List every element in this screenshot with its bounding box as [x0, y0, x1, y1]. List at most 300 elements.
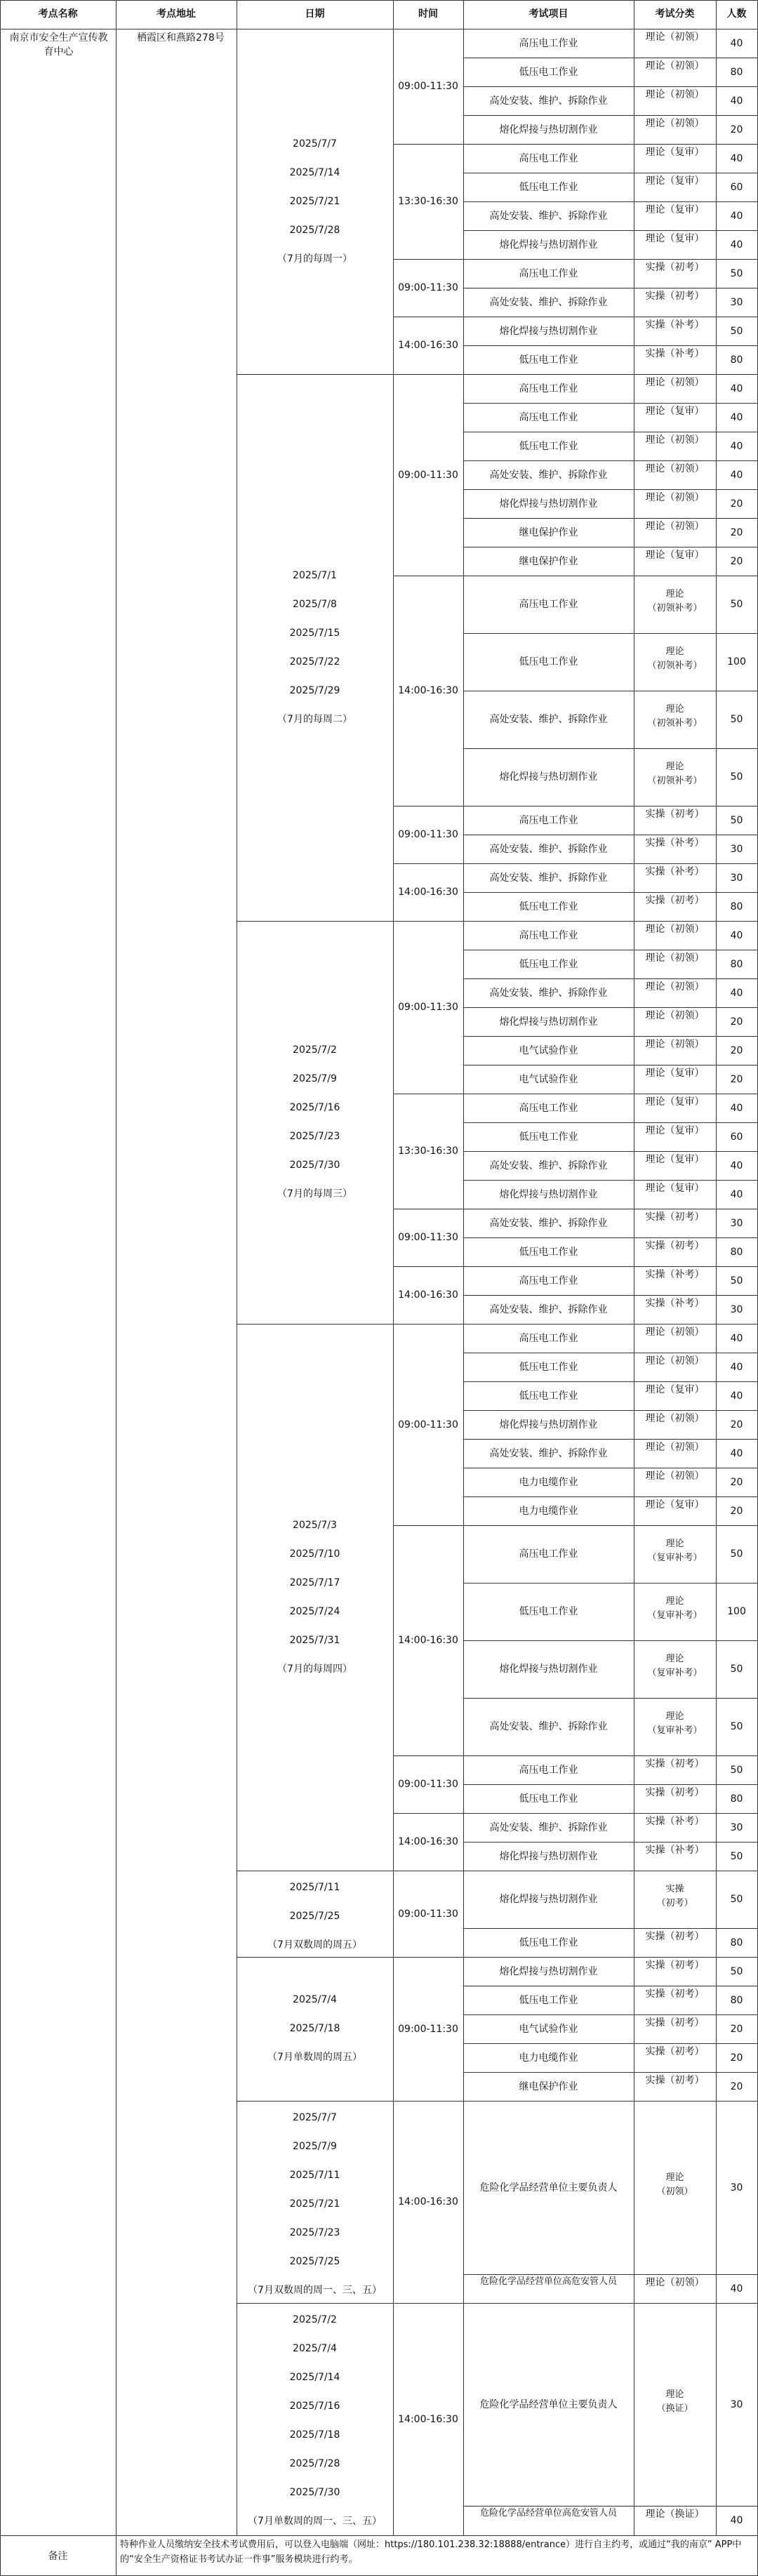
exam-item: 低压电工作业 — [519, 958, 578, 970]
exam-date: （7月单数周的周一、三、五） — [248, 2516, 382, 2527]
grid-line-h — [463, 863, 758, 864]
grid-line-h — [463, 489, 758, 490]
exam-date: 2025/7/17 — [289, 1576, 340, 1588]
grid-line-h — [463, 1583, 758, 1584]
exam-count: 40 — [730, 152, 743, 164]
exam-count: 40 — [730, 2515, 743, 2526]
exam-count: 50 — [730, 267, 743, 279]
exam-item: 熔化焊接与热切割作业 — [499, 498, 598, 510]
exam-item: 电力电缆作业 — [519, 1476, 578, 1488]
grid-line-h — [463, 921, 758, 922]
grid-line-h — [463, 2101, 758, 2102]
grid-line-h — [463, 1755, 758, 1756]
exam-item: 低压电工作业 — [519, 901, 578, 912]
exam-count: 50 — [730, 1548, 743, 1560]
grid-line-h — [463, 2043, 758, 2044]
grid-line-h — [463, 1295, 758, 1296]
exam-item: 高压电工作业 — [519, 1764, 578, 1776]
exam-item: 高处安装、维护、拆除作业 — [489, 1447, 608, 1459]
exam-count: 20 — [730, 2052, 743, 2064]
exam-item: 高压电工作业 — [519, 929, 578, 941]
exam-count: 40 — [730, 239, 743, 251]
exam-category: 实操（补考） — [645, 319, 705, 331]
exam-date: 2025/7/18 — [289, 2429, 340, 2441]
exam-count: 80 — [730, 66, 743, 78]
exam-category: 理论（初领） — [645, 1413, 705, 1424]
exam-time: 09:00-11:30 — [398, 81, 458, 92]
exam-item: 熔化焊接与热切割作业 — [499, 1419, 598, 1430]
grid-line-h — [393, 144, 464, 145]
exam-time: 09:00-11:30 — [398, 1002, 458, 1013]
exam-item: 熔化焊接与热切割作业 — [499, 1965, 598, 1977]
exam-category: 理论 （初领补考） — [647, 704, 703, 729]
exam-date: 2025/7/21 — [289, 2198, 340, 2210]
exam-time: 14:00-16:30 — [398, 1836, 458, 1847]
grid-line-h — [463, 1122, 758, 1123]
exam-category: 理论（复审） — [645, 1068, 705, 1079]
exam-category: 理论（初领） — [645, 434, 705, 446]
exam-date: （7月的每周一） — [277, 253, 352, 265]
exam-date: 2025/7/2 — [293, 1044, 337, 1056]
exam-date: 2025/7/16 — [289, 1102, 340, 1113]
exam-count: 40 — [730, 929, 743, 941]
exam-count: 100 — [727, 1606, 746, 1617]
grid-line-h — [463, 748, 758, 749]
exam-item: 高压电工作业 — [519, 1548, 578, 1560]
exam-item: 低压电工作业 — [519, 1606, 578, 1617]
exam-category: 实操（初考） — [645, 1989, 705, 2000]
exam-item: 高处安装、维护、拆除作业 — [489, 210, 608, 222]
exam-count: 40 — [730, 1447, 743, 1459]
exam-count: 100 — [727, 656, 746, 668]
exam-count: 40 — [730, 1332, 743, 1344]
exam-count: 40 — [730, 1160, 743, 1171]
exam-item: 低压电工作业 — [519, 1937, 578, 1948]
exam-count: 80 — [730, 958, 743, 970]
exam-time: 09:00-11:30 — [398, 282, 458, 293]
exam-time: 09:00-11:30 — [398, 469, 458, 481]
exam-item: 低压电工作业 — [519, 1246, 578, 1258]
exam-count: 20 — [730, 2080, 743, 2092]
exam-date: （7月的每周三） — [277, 1188, 352, 1200]
exam-category: 理论（初领） — [645, 32, 705, 43]
exam-item: 电气试验作业 — [519, 1044, 578, 1056]
exam-count: 80 — [730, 1793, 743, 1805]
grid-line-h — [393, 259, 464, 260]
exam-item: 熔化焊接与热切割作业 — [499, 325, 598, 337]
exam-count: 50 — [730, 325, 743, 337]
exam-count: 20 — [730, 1016, 743, 1028]
exam-date: 2025/7/28 — [289, 2458, 340, 2469]
exam-date: 2025/7/11 — [289, 2170, 340, 2181]
exam-category: 理论 （复审补考） — [647, 1596, 703, 1621]
header-time: 时间 — [418, 8, 438, 20]
exam-date: （7月双数周的周一、三、五） — [248, 2285, 382, 2296]
exam-category: 实操（初考） — [645, 1758, 705, 1770]
exam-item: 高处安装、维护、拆除作业 — [489, 1303, 608, 1315]
exam-category: 实操（初考） — [645, 2075, 705, 2086]
exam-count: 40 — [730, 1102, 743, 1114]
grid-line-h — [393, 863, 464, 864]
grid-line-h — [393, 1266, 464, 1267]
exam-category: 理论（复审） — [645, 147, 705, 158]
exam-item: 高处安装、维护、拆除作业 — [489, 1217, 608, 1229]
grid-line-h — [463, 1007, 758, 1008]
exam-item: 高处安装、维护、拆除作业 — [489, 843, 608, 855]
exam-category: 理论（复审） — [645, 550, 705, 561]
exam-time: 14:00-16:30 — [398, 685, 458, 696]
exam-category: 实操（初考） — [645, 1240, 705, 1252]
exam-category: 理论 （复审补考） — [647, 1654, 703, 1678]
grid-line-h — [463, 1784, 758, 1785]
grid-line-h — [463, 1957, 758, 1958]
exam-category: 实操（初考） — [645, 2017, 705, 2029]
exam-count: 50 — [730, 1664, 743, 1675]
exam-category: 实操（补考） — [645, 348, 705, 359]
exam-count: 80 — [730, 354, 743, 366]
exam-count: 50 — [730, 1721, 743, 1732]
exam-count: 80 — [730, 1246, 743, 1258]
exam-count: 40 — [730, 411, 743, 423]
grid-line-h — [463, 345, 758, 346]
exam-date: 2025/7/28 — [289, 224, 340, 236]
exam-count: 40 — [730, 1361, 743, 1373]
exam-time: 09:00-11:30 — [398, 2023, 458, 2035]
exam-item: 熔化焊接与热切割作业 — [499, 1016, 598, 1028]
exam-item: 低压电工作业 — [519, 66, 578, 78]
exam-time: 14:00-16:30 — [398, 1635, 458, 1646]
exam-item: 高压电工作业 — [519, 1275, 578, 1287]
exam-count: 20 — [730, 1044, 743, 1056]
exam-count: 60 — [730, 1131, 743, 1143]
exam-date: 2025/7/18 — [289, 2023, 340, 2034]
grid-line-h — [463, 460, 758, 461]
exam-item: 熔化焊接与热切割作业 — [499, 1188, 598, 1200]
exam-date: 2025/7/10 — [289, 1548, 340, 1560]
exam-time: 09:00-11:30 — [398, 1232, 458, 1243]
header-site-address: 考点地址 — [157, 8, 196, 20]
exam-count: 30 — [730, 1303, 743, 1315]
grid-line-h — [237, 2303, 394, 2304]
exam-item: 高处安装、维护、拆除作业 — [489, 714, 608, 725]
grid-line-h — [393, 1957, 464, 1958]
grid-line-h — [463, 2014, 758, 2015]
exam-item: 危险化学品经营单位主要负责人 — [479, 2398, 618, 2410]
grid-line-h — [393, 2101, 464, 2102]
exam-time: 13:30-16:30 — [398, 196, 458, 207]
exam-count: 40 — [730, 2283, 743, 2295]
exam-category: 理论（初领） — [645, 924, 705, 935]
exam-date: 2025/7/7 — [293, 138, 337, 150]
exam-time: 09:00-11:30 — [398, 1779, 458, 1790]
exam-item: 电气试验作业 — [519, 1073, 578, 1085]
exam-count: 60 — [730, 181, 743, 193]
exam-count: 80 — [730, 1937, 743, 1948]
exam-date: 2025/7/21 — [289, 195, 340, 207]
exam-item: 低压电工作业 — [519, 354, 578, 366]
exam-item: 低压电工作业 — [519, 440, 578, 452]
exam-count: 40 — [730, 37, 743, 49]
exam-time: 14:00-16:30 — [398, 340, 458, 351]
exam-date: 2025/7/25 — [289, 1911, 340, 1922]
grid-line-h — [463, 1180, 758, 1181]
exam-category: 实操（补考） — [645, 866, 705, 877]
exam-item: 危险化学品经营单位主要负责人 — [479, 2182, 618, 2193]
exam-date: （7月单数周的周五） — [267, 2052, 362, 2063]
grid-line-h — [463, 1410, 758, 1411]
exam-category: 理论（复审） — [645, 1096, 705, 1108]
grid-line-h — [463, 115, 758, 116]
exam-count: 80 — [730, 1994, 743, 2006]
exam-item: 低压电工作业 — [519, 1793, 578, 1805]
exam-date: 2025/7/9 — [293, 1073, 337, 1084]
remark-text: 特种作业人员缴纳安全技术考试费用后，可以登入电脑端（网址：https://180.101.238.32:18888/entrance）进行自主约考，或通过“我的南京” APP中的“安全生产资格证书考试办证一件事”服务模块进行约考。 — [120, 2540, 742, 2565]
grid-line-h — [237, 921, 394, 922]
exam-count: 30 — [730, 1821, 743, 1833]
exam-category: 理论（初领） — [645, 60, 705, 72]
exam-count: 40 — [730, 383, 743, 394]
exam-date: 2025/7/7 — [293, 2112, 337, 2123]
exam-time: 14:00-16:30 — [398, 887, 458, 898]
exam-count: 20 — [730, 555, 743, 567]
exam-count: 20 — [730, 1476, 743, 1488]
exam-category: 理论（复审） — [645, 175, 705, 187]
exam-category: 理论（初领） — [645, 1010, 705, 1021]
grid-line-h — [463, 2506, 758, 2507]
exam-date: 2025/7/4 — [293, 2343, 337, 2354]
header-site-name: 考点名称 — [38, 8, 78, 20]
exam-item: 电力电缆作业 — [519, 1505, 578, 1517]
exam-item: 低压电工作业 — [519, 1361, 578, 1373]
exam-date: 2025/7/29 — [289, 684, 340, 696]
exam-count: 30 — [730, 296, 743, 308]
exam-count: 30 — [730, 843, 743, 855]
grid-line-h — [237, 374, 394, 375]
exam-category: 实操（初考） — [645, 1211, 705, 1223]
grid-line-h — [0, 0, 758, 1]
grid-line-h — [463, 1928, 758, 1929]
exam-item: 熔化焊接与热切割作业 — [499, 1894, 598, 1905]
exam-time: 14:00-16:30 — [398, 1289, 458, 1301]
header-exam-item: 考试项目 — [528, 8, 568, 20]
exam-category: 实操（初考） — [645, 262, 705, 273]
exam-category: 理论（复审） — [645, 204, 705, 215]
exam-item: 电气试验作业 — [519, 2023, 578, 2035]
exam-item: 低压电工作业 — [519, 1994, 578, 2006]
exam-count: 50 — [730, 714, 743, 725]
exam-time: 14:00-16:30 — [398, 2196, 458, 2207]
exam-count: 30 — [730, 2182, 743, 2193]
grid-line-h — [463, 1525, 758, 1526]
exam-category: 实操（初考） — [645, 809, 705, 820]
exam-count: 30 — [730, 872, 743, 884]
grid-line-h — [463, 1698, 758, 1699]
exam-item: 熔化焊接与热切割作业 — [499, 239, 598, 251]
grid-line-h — [463, 1266, 758, 1267]
exam-category: 理论（初领） — [645, 377, 705, 388]
exam-item: 高压电工作业 — [519, 599, 578, 610]
exam-category: 理论（初领） — [645, 521, 705, 532]
exam-date: 2025/7/2 — [293, 2314, 337, 2325]
header-exam-category: 考试分类 — [655, 8, 695, 20]
exam-item: 电力电缆作业 — [519, 2052, 578, 2064]
exam-category: 理论（复审） — [645, 1125, 705, 1136]
grid-line-v — [463, 0, 464, 2536]
exam-category: 理论（初领） — [645, 89, 705, 100]
exam-count: 40 — [730, 440, 743, 452]
grid-line-h — [463, 2274, 758, 2275]
exam-date: 2025/7/14 — [289, 2372, 340, 2383]
exam-date: 2025/7/8 — [293, 598, 337, 610]
exam-time: 09:00-11:30 — [398, 1419, 458, 1430]
exam-count: 20 — [730, 498, 743, 510]
exam-count: 40 — [730, 1188, 743, 1200]
exam-count: 50 — [730, 1894, 743, 1905]
exam-item: 高处安装、维护、拆除作业 — [489, 296, 608, 308]
grid-line-h — [463, 978, 758, 979]
exam-category: 理论（初领） — [645, 463, 705, 474]
exam-item: 低压电工作业 — [519, 656, 578, 668]
grid-line-h — [237, 1957, 394, 1958]
exam-item: 熔化焊接与热切割作业 — [499, 1664, 598, 1675]
exam-date: 2025/7/3 — [293, 1519, 337, 1531]
grid-line-h — [393, 2535, 464, 2536]
exam-date: 2025/7/14 — [289, 166, 340, 178]
grid-line-h — [463, 2535, 758, 2536]
exam-date: （7月的每周二） — [277, 713, 352, 725]
exam-item: 熔化焊接与热切割作业 — [499, 771, 598, 783]
grid-line-h — [463, 1842, 758, 1843]
exam-item: 低压电工作业 — [519, 1390, 578, 1402]
exam-category: 理论（复审） — [645, 1154, 705, 1165]
exam-category: 理论（复审） — [645, 1183, 705, 1194]
exam-item: 危险化学品经营单位高危安管人员 — [479, 2276, 617, 2287]
exam-item: 熔化焊接与热切割作业 — [499, 1850, 598, 1862]
exam-item: 熔化焊接与热切割作业 — [499, 124, 598, 135]
exam-count: 20 — [730, 1505, 743, 1517]
exam-category: 实操（补考） — [645, 837, 705, 849]
exam-category: 理论 （初领补考） — [647, 646, 703, 671]
exam-category: 理论 （复审补考） — [647, 1539, 703, 1563]
exam-date: 2025/7/11 — [289, 1882, 340, 1893]
exam-item: 高处安装、维护、拆除作业 — [489, 1160, 608, 1171]
exam-count: 40 — [730, 469, 743, 481]
grid-line-h — [393, 921, 464, 922]
exam-category: 理论（初领） — [645, 981, 705, 992]
exam-category: 实操（补考） — [645, 1816, 705, 1827]
exam-count: 50 — [730, 1965, 743, 1977]
exam-category: 理论 （初领） — [656, 2172, 693, 2197]
exam-category: 理论（复审） — [645, 1384, 705, 1395]
remark-label: 备注 — [48, 2551, 68, 2562]
grid-line-h — [463, 1813, 758, 1814]
exam-date: 2025/7/16 — [289, 2401, 340, 2412]
grid-line-h — [463, 1237, 758, 1238]
grid-line-v — [393, 0, 394, 2536]
grid-line-h — [463, 230, 758, 231]
exam-item: 高处安装、维护、拆除作业 — [489, 1721, 608, 1732]
exam-count: 30 — [730, 2398, 743, 2410]
exam-count: 50 — [730, 1275, 743, 1287]
exam-category: 理论 （初领补考） — [647, 762, 703, 786]
exam-count: 20 — [730, 526, 743, 538]
exam-item: 继电保护作业 — [519, 2080, 578, 2092]
exam-category: 理论 （复审补考） — [647, 1711, 703, 1736]
exam-count: 30 — [730, 1217, 743, 1229]
site-address: 栖霞区和燕路278号 — [137, 32, 225, 44]
exam-item: 继电保护作业 — [519, 555, 578, 567]
exam-item: 高压电工作业 — [519, 1102, 578, 1114]
exam-item: 高压电工作业 — [519, 267, 578, 279]
exam-item: 高处安装、维护、拆除作业 — [489, 95, 608, 107]
exam-item: 高压电工作业 — [519, 411, 578, 423]
exam-category: 实操 （初考） — [656, 1884, 693, 1908]
exam-category: 理论（初领） — [645, 952, 705, 964]
grid-line-h — [463, 2303, 758, 2304]
grid-line-h — [463, 633, 758, 634]
grid-line-v — [716, 0, 717, 2536]
grid-line-h — [463, 1036, 758, 1037]
exam-category: 理论（复审） — [645, 1499, 705, 1511]
exam-item: 高处安装、维护、拆除作业 — [489, 987, 608, 999]
grid-line-h — [463, 2072, 758, 2073]
exam-item: 高压电工作业 — [519, 37, 578, 49]
exam-date: 2025/7/30 — [289, 2487, 340, 2498]
exam-category: 理论（初领） — [645, 1039, 705, 1050]
grid-line-h — [463, 86, 758, 87]
exam-item: 高压电工作业 — [519, 814, 578, 826]
grid-line-h — [463, 1151, 758, 1152]
exam-category: 理论（复审） — [645, 406, 705, 417]
grid-line-h — [393, 1525, 464, 1526]
exam-count: 50 — [730, 599, 743, 610]
exam-count: 80 — [730, 901, 743, 912]
grid-line-h — [393, 2303, 464, 2304]
exam-category: 理论（换证） — [645, 2509, 705, 2520]
exam-date: 2025/7/1 — [293, 569, 337, 581]
exam-category: 理论（初领） — [645, 1327, 705, 1338]
grid-line-h — [463, 1496, 758, 1497]
grid-line-h — [237, 2101, 394, 2102]
exam-date: 2025/7/22 — [289, 656, 340, 668]
grid-line-h — [463, 892, 758, 893]
exam-item: 危险化学品经营单位高危安管人员 — [479, 2508, 617, 2518]
exam-item: 高处安装、维护、拆除作业 — [489, 1821, 608, 1833]
grid-line-v — [116, 0, 117, 2576]
exam-item: 低压电工作业 — [519, 181, 578, 193]
exam-item: 高压电工作业 — [519, 152, 578, 164]
grid-line-h — [393, 1813, 464, 1814]
exam-date: 2025/7/9 — [293, 2141, 337, 2152]
exam-count: 50 — [730, 814, 743, 826]
exam-count: 20 — [730, 1419, 743, 1430]
grid-line-h — [463, 144, 758, 145]
exam-count: 20 — [730, 1073, 743, 1085]
grid-line-v — [0, 0, 1, 2576]
grid-line-h — [393, 374, 464, 375]
exam-count: 40 — [730, 95, 743, 107]
exam-category: 实操（初考） — [645, 291, 705, 302]
exam-category: 理论（初领） — [645, 492, 705, 503]
exam-item: 高压电工作业 — [519, 383, 578, 394]
exam-category: 实操（初考） — [645, 1787, 705, 1798]
grid-line-h — [463, 259, 758, 260]
exam-category: 理论（初领） — [645, 2277, 705, 2288]
exam-count: 50 — [730, 1764, 743, 1776]
exam-category: 实操（初考） — [645, 1960, 705, 1971]
exam-count: 50 — [730, 771, 743, 783]
exam-date: 2025/7/4 — [293, 1994, 337, 2005]
